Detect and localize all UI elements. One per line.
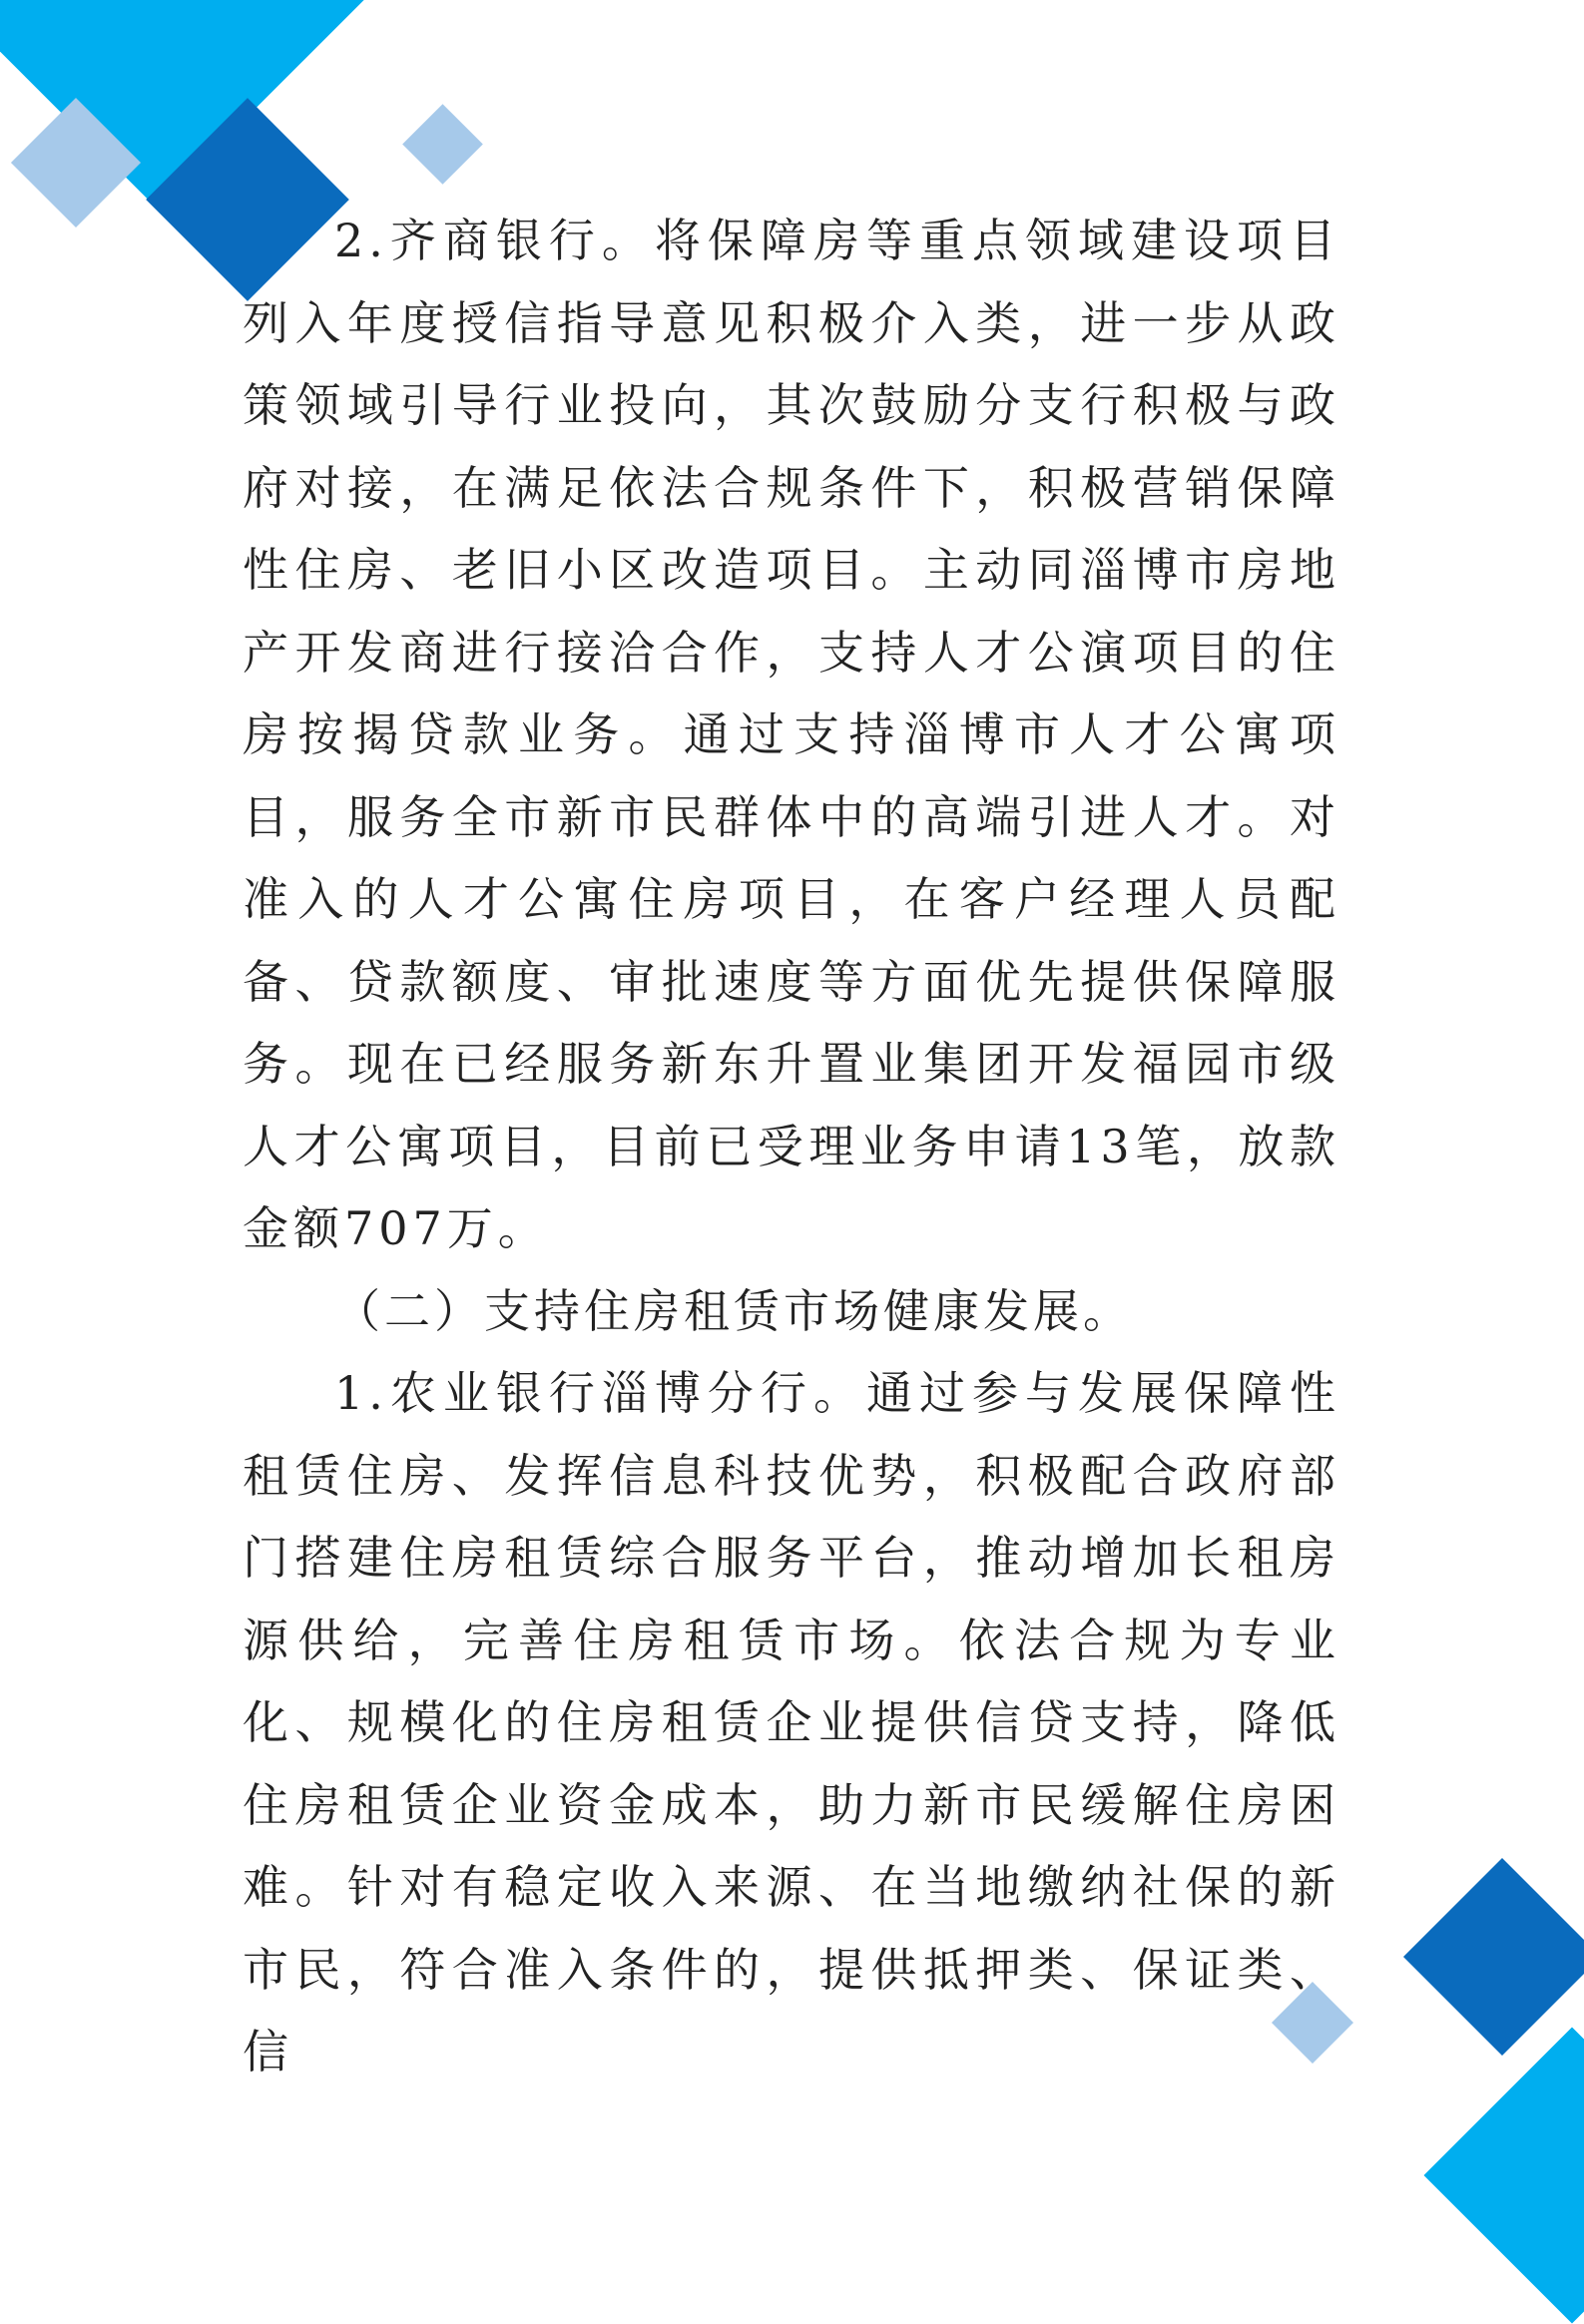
- section-heading: （二）支持住房租赁市场健康发展。: [334, 1283, 1133, 1338]
- paragraph-agricultural-bank: 1.农业银行淄博分行。通过参与发展保障性租赁住房、发挥信息科技优势，积极配合政府部门搭建住房租赁综合服务平台，推动增加长租房源供给，完善住房租赁市场。依法合规为专业化、规模化的住房租赁企业提供信贷支持，降低住房租赁企业资金成本，助力新市民缓解住房困难。针对有稳定收入来源、在当地缴纳社保的新市民，符合准入条件的，提供抵押类、保证类、信: [243, 1366, 1340, 2079]
- paragraph-qishang-bank: 2.齐商银行。将保障房等重点领域建设项目列入年度授信指导意见积极介入类，进一步从政策领域引导行业投向，其次鼓励分支行积极与政府对接，在满足依法合规条件下，积极营销保障性住房、老旧小区改造项目。主动同淄博市房地产开发商进行接洽合作，支持人才公演项目的住房按揭贷款业务。通过支持淄博市人才公寓项目，服务全市新市民群体中的高端引进人才。对准入的人才公寓住房项目，在客户经理人员配备、贷款额度、审批速度等方面优先提供保障服务。现在已经服务新东升置业集团开发福园市级人才公寓项目，目前已受理业务申请13笔，放款金额707万。: [243, 214, 1340, 1255]
- decorative-diamond-light: [402, 104, 483, 185]
- decorative-diamond-cyan: [1424, 2028, 1584, 2324]
- decorative-diamond-dark: [1403, 1858, 1584, 2056]
- document-body: [243, 200, 1340, 2093]
